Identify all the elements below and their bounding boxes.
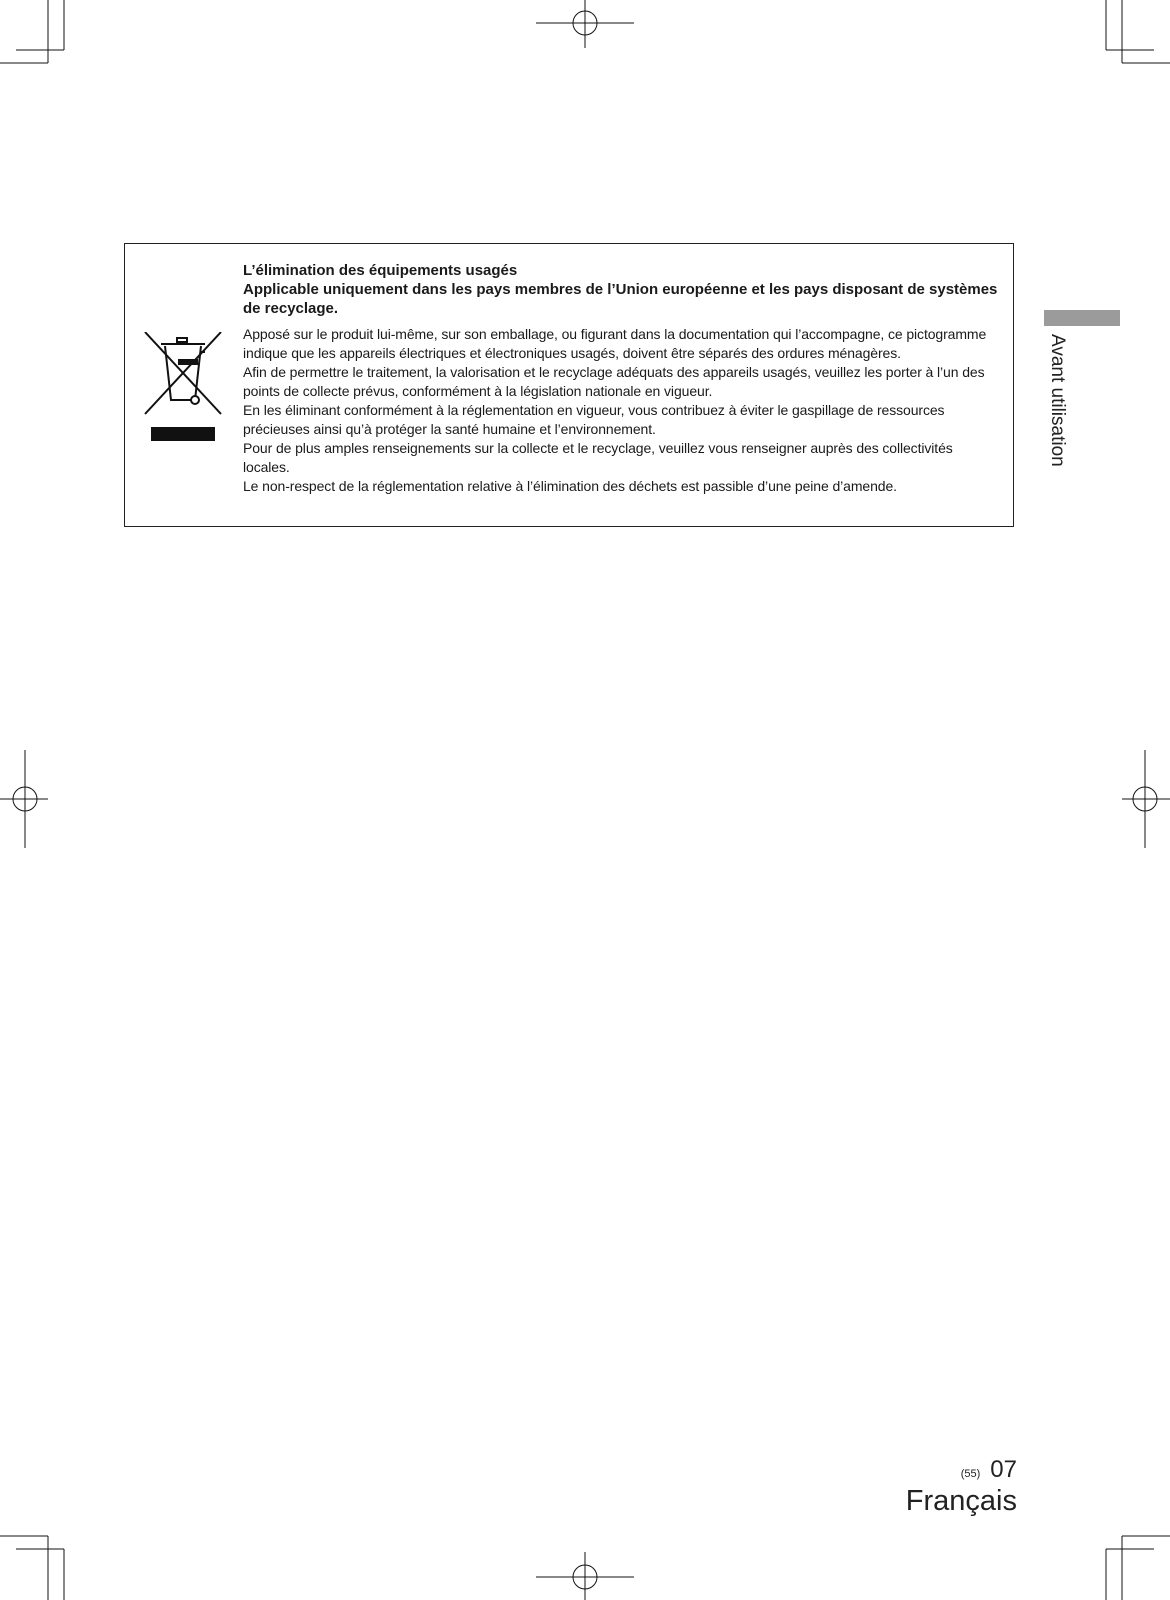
notice-paragraph: En les éliminant conformément à la réglementation en vigueur, vous contribuez à éviter le gaspillage de ressources précieuses ainsi qu’à protéger la santé humaine et l’environnement. [243,402,945,437]
section-tab-label: Avant utilisation [1047,334,1068,467]
page-number-main: 07 [990,1456,1017,1483]
notice-paragraph: Apposé sur le produit lui-même, sur son emballage, ou figurant dans la documentation qui l’accompagne, ce pictogramme indique que les appareils électriques et électroniques usagés, doivent être séparés des ordures ménagères. [243,326,987,361]
notice-paragraph: Afin de permettre le traitement, la valorisation et le recyclage adéquats des appareils usagés, veuillez les porter à l’un des points de collecte prévus, conformément à la législation nationale en vigueur. [243,364,985,399]
notice-paragraph: Pour de plus amples renseignements sur la collecte et le recyclage, veuillez vous renseigner auprès des collectivités locales. [243,440,953,475]
page-number [961,1456,1017,1484]
notice-title: L’élimination des équipements usagés [243,262,518,279]
crossed-out-wheelie-bin-icon [143,332,223,447]
language-label: Français [905,1485,1017,1517]
notice-subtitle: Applicable uniquement dans les pays membres de l’Union européenne et les pays disposant de systèmes de recyclage. [243,281,998,317]
section-tab-bar [1044,310,1120,326]
notice-body [243,325,1003,496]
page-number-small: (55) [960,1468,981,1480]
notice-paragraph: Le non-respect de la réglementation relative à l’élimination des déchets est passible d’une peine d’amende. [243,478,897,494]
weee-notice-box [124,243,1014,527]
